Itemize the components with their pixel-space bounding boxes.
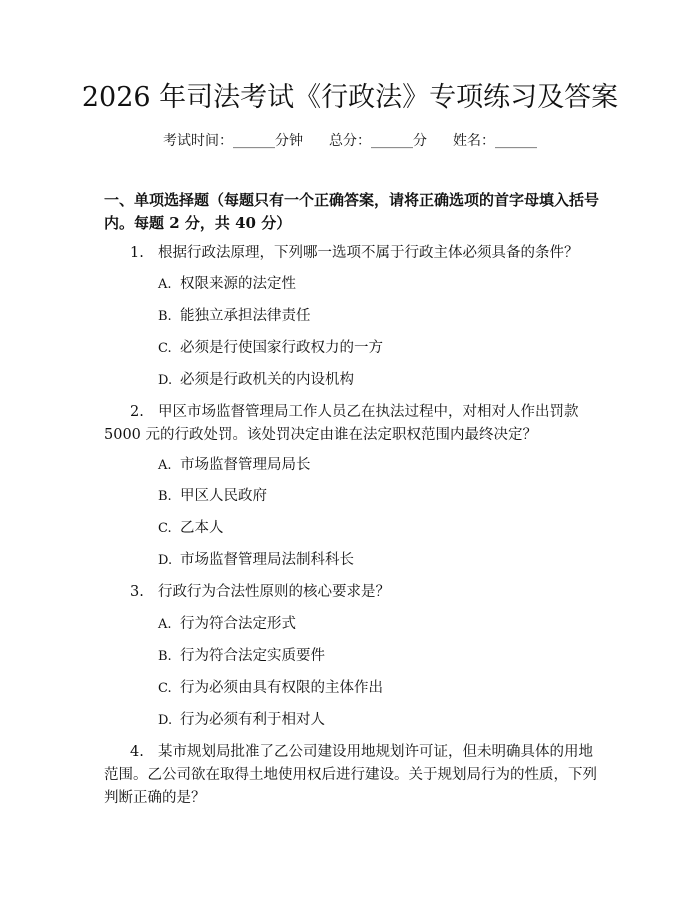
question-text: 行政行为合法性原则的核心要求是？ [158,584,390,600]
question-3-option-a: A. 行为符合法定形式 [158,616,296,632]
question-1-option-a: A. 权限来源的法定性 [158,276,296,292]
question-2-option-a: A. 市场监督管理局局长 [158,457,311,473]
question-2-option-d: D. 市场监督管理局法制科科长 [158,552,354,568]
question-1-option-b: B. 能独立承担法律责任 [158,308,311,324]
question-3-option-c: C. 行为必须由具有权限的主体作出 [158,680,383,696]
question-2 [104,401,600,447]
question-1 [104,242,600,265]
page-title: 2026 年司法考试《行政法》专项练习及答案 [81,82,619,113]
question-3-option-d: D. 行为必须有利于相对人 [158,712,325,728]
question-3-option-b: B. 行为符合法定实质要件 [158,648,325,664]
question-4 [104,741,600,810]
question-number: 4. [130,744,144,760]
question-number: 2. [130,404,144,420]
section-heading: 一、单项选择题（每题只有一个正确答案，请将正确选项的首字母填入括号内。每题 2 分，共 40 分） [104,191,600,232]
total-score-field: 总分：______分 [329,133,427,149]
name-field: 姓名：______ [453,133,537,149]
question-2-option-c: C. 乙本人 [158,520,224,536]
question-text: 甲区市场监督管理局工作人员乙在执法过程中，对相对人作出罚款 5000 元的行政处罚。该处罚决定由谁在法定职权范围内最终决定？ [104,404,579,443]
question-2-option-b: B. 甲区人民政府 [158,488,267,504]
exam-time-field: 考试时间：______分钟 [163,133,303,149]
question-number: 1. [130,245,144,261]
question-1-option-c: C. 必须是行使国家行政权力的一方 [158,340,383,356]
question-text: 某市规划局批准了乙公司建设用地规划许可证，但未明确具体的用地范围。乙公司欲在取得土地使用权后进行建设。关于规划局行为的性质，下列判断正确的是？ [104,744,597,806]
question-3 [104,581,600,604]
question-1-option-d: D. 必须是行政机关的内设机构 [158,372,354,388]
question-number: 3. [130,584,144,600]
exam-meta-line [0,131,700,151]
question-text: 根据行政法原理，下列哪一选项不属于行政主体必须具备的条件？ [158,245,579,261]
